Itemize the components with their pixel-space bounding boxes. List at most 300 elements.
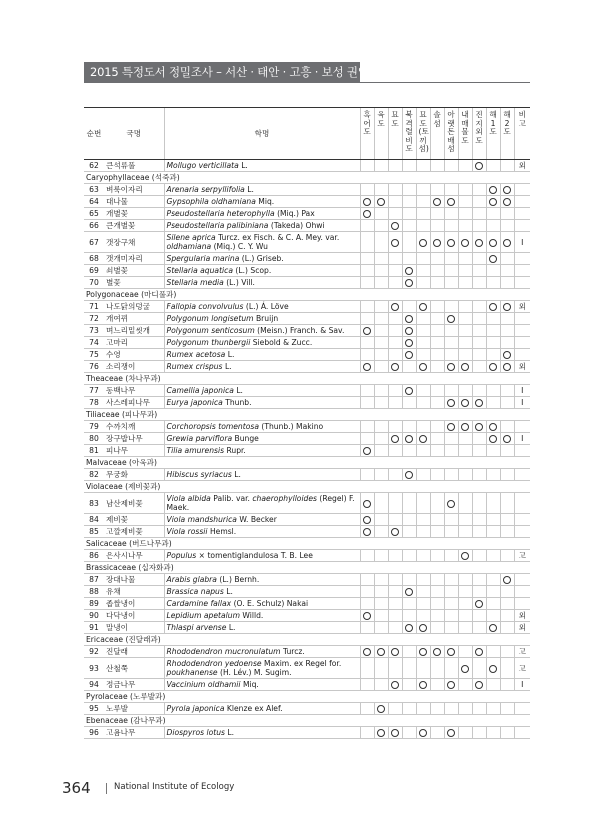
presence-cell (458, 679, 472, 691)
authority-part: Willd. (239, 611, 264, 620)
presence-cell (458, 277, 472, 289)
presence-cell (402, 196, 416, 208)
korean-name: 나도닭의덩굴 (104, 301, 164, 313)
presence-circle-icon (475, 399, 483, 407)
presence-circle-icon (391, 681, 399, 689)
presence-cell (402, 574, 416, 586)
taxon-italic-part: Stellaria aquatica (166, 266, 233, 275)
remark-cell (514, 184, 530, 196)
presence-circle-icon (405, 267, 413, 275)
row-number: 88 (84, 586, 104, 598)
header-island-label: 비고 (518, 110, 526, 128)
presence-circle-icon (363, 500, 371, 508)
presence-cell (402, 421, 416, 433)
presence-cell (360, 598, 374, 610)
presence-cell (388, 313, 402, 325)
korean-name: 사스레피나무 (104, 397, 164, 409)
species-row (84, 658, 530, 679)
remark-cell: I (514, 232, 530, 253)
presence-cell (486, 208, 500, 220)
presence-cell (402, 184, 416, 196)
presence-cell (500, 550, 514, 562)
presence-cell (444, 208, 458, 220)
presence-cell (402, 526, 416, 538)
presence-circle-icon (489, 239, 497, 247)
presence-cell (402, 313, 416, 325)
presence-cell (430, 622, 444, 634)
presence-cell (430, 184, 444, 196)
taxon-italic-part: Stellaria media (166, 278, 224, 287)
row-number: 78 (84, 397, 104, 409)
presence-cell (444, 313, 458, 325)
taxon-italic-part: Eurya japonica (166, 398, 223, 407)
family-label: Violaceae (제비꽃과) (84, 481, 530, 493)
korean-name: 유채 (104, 586, 164, 598)
presence-cell (388, 622, 402, 634)
header-island-label: 솔섬 (433, 110, 441, 128)
presence-cell (388, 514, 402, 526)
presence-circle-icon (447, 729, 455, 737)
presence-cell (444, 196, 458, 208)
presence-cell (416, 265, 430, 277)
presence-circle-icon (419, 435, 427, 443)
row-number: 81 (84, 445, 104, 457)
species-row (84, 622, 530, 634)
presence-circle-icon (489, 363, 497, 371)
scientific-name (164, 184, 360, 196)
presence-cell (472, 385, 486, 397)
presence-cell (374, 610, 388, 622)
presence-circle-icon (503, 303, 511, 311)
presence-cell (416, 679, 430, 691)
presence-cell (458, 469, 472, 481)
presence-cell (388, 646, 402, 658)
presence-cell (430, 526, 444, 538)
presence-cell (430, 586, 444, 598)
presence-cell (486, 301, 500, 313)
presence-cell (430, 349, 444, 361)
species-row (84, 265, 530, 277)
row-number: 84 (84, 514, 104, 526)
presence-cell (374, 325, 388, 337)
authority-part: (Miq.) Pax (274, 209, 315, 218)
taxon-italic-part: Pseudostellaria heterophylla (166, 209, 275, 218)
presence-cell (402, 232, 416, 253)
presence-cell (402, 265, 416, 277)
presence-cell (416, 220, 430, 232)
table-header-row (84, 108, 530, 160)
presence-circle-icon (419, 729, 427, 737)
table-body (84, 160, 530, 739)
taxon-italic-part: chaerophylloides (252, 494, 318, 503)
scientific-name (164, 325, 360, 337)
presence-cell (444, 232, 458, 253)
presence-cell (458, 301, 472, 313)
presence-circle-icon (391, 239, 399, 247)
presence-cell (500, 703, 514, 715)
presence-cell (486, 184, 500, 196)
species-row (84, 586, 530, 598)
presence-cell (360, 610, 374, 622)
taxon-italic-part: Brassica napus (166, 587, 224, 596)
presence-cell (486, 397, 500, 409)
presence-cell (458, 727, 472, 739)
presence-cell (374, 184, 388, 196)
presence-cell (430, 253, 444, 265)
remark-cell: I (514, 385, 530, 397)
presence-cell (416, 598, 430, 610)
header-island-2 (388, 108, 402, 160)
presence-circle-icon (489, 198, 497, 206)
presence-cell (402, 646, 416, 658)
presence-cell (360, 526, 374, 538)
presence-cell (374, 220, 388, 232)
presence-cell (388, 301, 402, 313)
presence-circle-icon (461, 363, 469, 371)
presence-cell (500, 658, 514, 679)
remark-cell: 외 (514, 361, 530, 373)
presence-cell (444, 220, 458, 232)
presence-cell (458, 361, 472, 373)
presence-cell (486, 703, 500, 715)
scientific-name (164, 550, 360, 562)
presence-circle-icon (391, 222, 399, 230)
row-number: 85 (84, 526, 104, 538)
row-number: 82 (84, 469, 104, 481)
taxon-italic-part: Mollugo verticillata (166, 161, 239, 170)
presence-cell (416, 493, 430, 514)
presence-circle-icon (447, 681, 455, 689)
presence-cell (416, 325, 430, 337)
presence-cell (472, 184, 486, 196)
presence-circle-icon (475, 423, 483, 431)
footer-divider (106, 783, 107, 794)
presence-cell (388, 679, 402, 691)
family-row (84, 289, 530, 301)
presence-cell (388, 160, 402, 172)
presence-cell (458, 445, 472, 457)
presence-cell (388, 727, 402, 739)
species-row (84, 610, 530, 622)
presence-circle-icon (377, 648, 385, 656)
korean-name: 갯개미자리 (104, 253, 164, 265)
presence-cell (444, 550, 458, 562)
korean-name: 정금나무 (104, 679, 164, 691)
presence-cell (472, 349, 486, 361)
presence-circle-icon (363, 528, 371, 536)
presence-cell (486, 598, 500, 610)
presence-cell (430, 208, 444, 220)
presence-cell (374, 361, 388, 373)
presence-cell (486, 349, 500, 361)
presence-circle-icon (461, 665, 469, 673)
presence-cell (458, 658, 472, 679)
presence-cell (360, 208, 374, 220)
presence-circle-icon (433, 198, 441, 206)
presence-cell (444, 469, 458, 481)
presence-cell (430, 445, 444, 457)
species-row (84, 361, 530, 373)
presence-cell (444, 349, 458, 361)
taxon-italic-part: Rhododendron mucronulatum (166, 647, 281, 656)
species-row (84, 550, 530, 562)
presence-cell (486, 658, 500, 679)
authority-part: (H. Lév.) M. Sugim. (217, 668, 292, 677)
presence-cell (388, 361, 402, 373)
presence-cell (458, 493, 472, 514)
presence-cell (388, 703, 402, 715)
presence-circle-icon (419, 648, 427, 656)
species-row (84, 469, 530, 481)
presence-cell (472, 361, 486, 373)
presence-cell (458, 265, 472, 277)
presence-cell (500, 610, 514, 622)
korean-name: 진달래 (104, 646, 164, 658)
family-label: Caryophyllaceae (석죽과) (84, 172, 530, 184)
presence-circle-icon (475, 239, 483, 247)
scientific-name (164, 277, 360, 289)
presence-cell (374, 469, 388, 481)
species-row (84, 493, 530, 514)
presence-cell (444, 646, 458, 658)
presence-cell (374, 277, 388, 289)
species-row (84, 397, 530, 409)
presence-cell (472, 208, 486, 220)
remark-cell (514, 574, 530, 586)
korean-name: 벼룩이자리 (104, 184, 164, 196)
scientific-name (164, 646, 360, 658)
presence-cell (444, 493, 458, 514)
presence-cell (374, 196, 388, 208)
presence-cell (472, 277, 486, 289)
species-row (84, 385, 530, 397)
row-number: 67 (84, 232, 104, 253)
presence-cell (472, 337, 486, 349)
remark-cell (514, 196, 530, 208)
presence-cell (360, 421, 374, 433)
authority-part: L. (244, 185, 254, 194)
presence-circle-icon (363, 327, 371, 335)
presence-circle-icon (447, 648, 455, 656)
authority-part: Thunb. (222, 398, 252, 407)
presence-cell (430, 433, 444, 445)
authority-part: Hemsl. (207, 527, 237, 536)
presence-circle-icon (447, 423, 455, 431)
presence-cell (486, 679, 500, 691)
family-label: Theaceae (차나무과) (84, 373, 530, 385)
family-label: Tiliaceae (피나무과) (84, 409, 530, 421)
row-number: 66 (84, 220, 104, 232)
presence-circle-icon (503, 239, 511, 247)
presence-circle-icon (405, 315, 413, 323)
presence-cell (360, 658, 374, 679)
presence-cell (416, 703, 430, 715)
presence-cell (388, 265, 402, 277)
presence-cell (374, 598, 388, 610)
remark-cell (514, 208, 530, 220)
presence-cell (486, 586, 500, 598)
header-island-label: 흑어도 (363, 110, 371, 137)
remark-cell (514, 253, 530, 265)
remark-cell (514, 277, 530, 289)
presence-cell (444, 586, 458, 598)
taxon-italic-part: Cardamine fallax (166, 599, 232, 608)
presence-cell (388, 586, 402, 598)
header-island-label: 묘도(토끼섬) (418, 110, 429, 154)
scientific-name (164, 337, 360, 349)
presence-cell (500, 325, 514, 337)
presence-cell (374, 679, 388, 691)
presence-cell (374, 493, 388, 514)
presence-cell (416, 646, 430, 658)
taxon-italic-part: Viola albida (166, 494, 211, 503)
presence-cell (472, 433, 486, 445)
authority-part: W. Becker (236, 515, 277, 524)
authority-part: Miq. (255, 197, 275, 206)
presence-cell (472, 196, 486, 208)
presence-cell (458, 397, 472, 409)
authority-part: Bunge (232, 434, 259, 443)
presence-cell (472, 526, 486, 538)
presence-circle-icon (391, 435, 399, 443)
presence-cell (500, 493, 514, 514)
taxon-italic-part: Rumex crispus (166, 362, 223, 371)
header-island-label: 묘도 (391, 110, 399, 128)
presence-cell (388, 196, 402, 208)
presence-circle-icon (405, 588, 413, 596)
presence-cell (402, 349, 416, 361)
species-row (84, 277, 530, 289)
presence-cell (500, 622, 514, 634)
taxon-italic-part: Lepidium apetalum (166, 611, 240, 620)
remark-cell (514, 313, 530, 325)
presence-circle-icon (405, 351, 413, 359)
presence-cell (444, 574, 458, 586)
presence-circle-icon (475, 162, 483, 170)
presence-cell (374, 574, 388, 586)
presence-circle-icon (377, 198, 385, 206)
remark-cell (514, 265, 530, 277)
authority-part: L. (233, 386, 243, 395)
remark-cell (514, 493, 530, 514)
authority-part: Rupr. (224, 446, 246, 455)
presence-cell (444, 184, 458, 196)
presence-circle-icon (363, 363, 371, 371)
presence-cell (388, 445, 402, 457)
presence-cell (416, 469, 430, 481)
korean-name: 좁쌀냉이 (104, 598, 164, 610)
row-number: 63 (84, 184, 104, 196)
presence-cell (458, 208, 472, 220)
presence-cell (402, 160, 416, 172)
row-number: 69 (84, 265, 104, 277)
scientific-name (164, 196, 360, 208)
authority-part: (L.) Bernh. (216, 575, 260, 584)
species-row (84, 727, 530, 739)
row-number: 68 (84, 253, 104, 265)
presence-cell (472, 586, 486, 598)
presence-cell (486, 469, 500, 481)
presence-cell (458, 622, 472, 634)
taxon-italic-part: Thlaspi arvense (166, 623, 227, 632)
presence-cell (444, 727, 458, 739)
scientific-name (164, 160, 360, 172)
presence-circle-icon (461, 423, 469, 431)
presence-cell (486, 253, 500, 265)
row-number: 75 (84, 349, 104, 361)
remark-cell: I (514, 433, 530, 445)
presence-cell (388, 277, 402, 289)
presence-circle-icon (503, 435, 511, 443)
presence-cell (458, 514, 472, 526)
presence-cell (458, 253, 472, 265)
presence-cell (472, 160, 486, 172)
presence-cell (388, 184, 402, 196)
presence-cell (374, 301, 388, 313)
authority-part: Siebold & Zucc. (250, 338, 313, 347)
taxon-italic-part: Corchoropsis tomentosa (166, 422, 259, 431)
presence-cell (360, 514, 374, 526)
species-row (84, 313, 530, 325)
row-number: 70 (84, 277, 104, 289)
presence-cell (360, 301, 374, 313)
scientific-name (164, 397, 360, 409)
presence-cell (500, 598, 514, 610)
presence-cell (402, 301, 416, 313)
presence-cell (444, 433, 458, 445)
presence-cell (360, 232, 374, 253)
presence-circle-icon (475, 681, 483, 689)
presence-cell (416, 208, 430, 220)
taxon-italic-part: Hibiscus syriacus (166, 470, 232, 479)
authority-part: Turcz. (280, 647, 305, 656)
species-row (84, 646, 530, 658)
presence-cell (402, 514, 416, 526)
presence-cell (388, 232, 402, 253)
presence-cell (486, 265, 500, 277)
authority-part: × tomentiglandulosa T. B. Lee (196, 551, 313, 560)
presence-cell (430, 421, 444, 433)
presence-cell (360, 220, 374, 232)
presence-circle-icon (405, 387, 413, 395)
presence-cell (444, 253, 458, 265)
species-row (84, 301, 530, 313)
presence-cell (374, 397, 388, 409)
row-number: 89 (84, 598, 104, 610)
presence-cell (402, 658, 416, 679)
presence-cell (402, 445, 416, 457)
presence-cell (430, 703, 444, 715)
presence-cell (472, 658, 486, 679)
presence-cell (500, 469, 514, 481)
row-number: 83 (84, 493, 104, 514)
presence-cell (500, 586, 514, 598)
presence-cell (486, 514, 500, 526)
presence-cell (458, 337, 472, 349)
authority-part: (Takeda) Ohwi (268, 221, 325, 230)
presence-cell (416, 433, 430, 445)
authority-part: L. (222, 362, 232, 371)
presence-cell (360, 433, 374, 445)
korean-name: 무궁화 (104, 469, 164, 481)
presence-cell (374, 622, 388, 634)
presence-cell (500, 253, 514, 265)
presence-circle-icon (363, 516, 371, 524)
korean-name: 고욤나무 (104, 727, 164, 739)
presence-circle-icon (489, 255, 497, 263)
scientific-name (164, 349, 360, 361)
scientific-name (164, 514, 360, 526)
